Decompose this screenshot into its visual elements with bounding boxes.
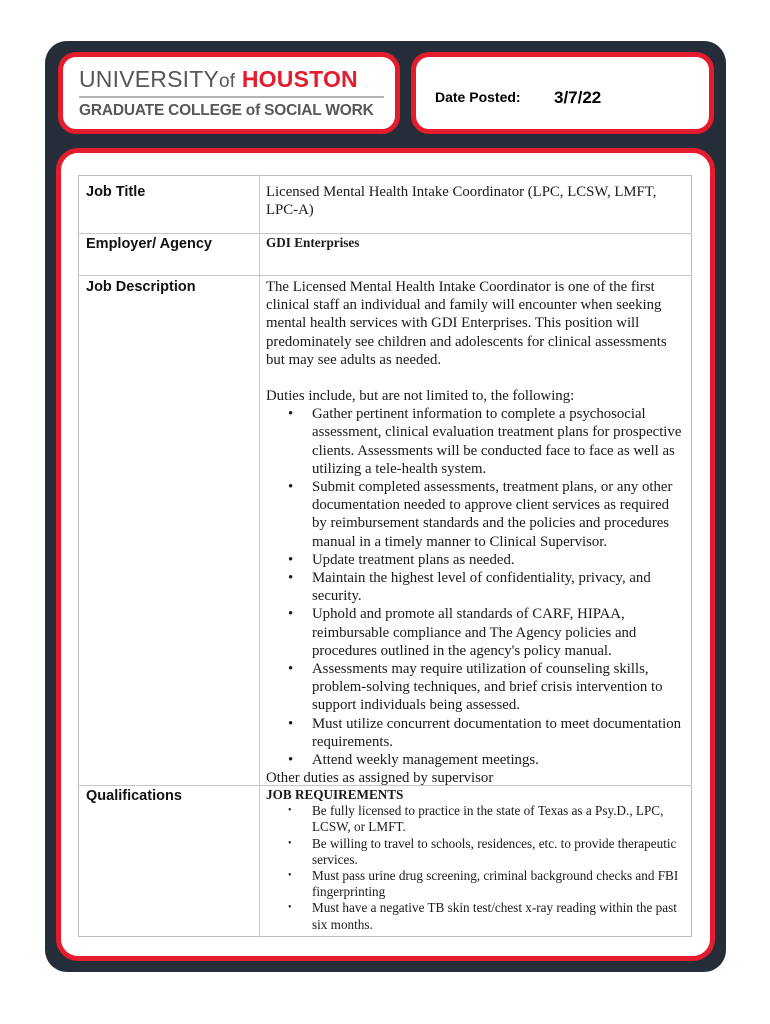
- duty-item: • Gather pertinent information to complete a psychosocial assessment, clinical evaluation treatment plans for prospective clients. Assessments will be conducted face to face as well as utilizing a tele-health system.: [312, 405, 686, 478]
- logo-of-text: of: [219, 71, 236, 92]
- duty-item: • Uphold and promote all standards of CARF, HIPAA, reimbursable compliance and The Agency policies and procedures outlined in the agency's policy manual.: [312, 605, 686, 660]
- qualifications-block: [266, 787, 686, 933]
- requirement-item: • Must have a negative TB skin test/chest x-ray reading within the past six months.: [312, 900, 686, 932]
- duty-item: • Update treatment plans as needed.: [312, 551, 686, 569]
- employer-label: Employer/ Agency: [86, 236, 212, 252]
- duty-item: • Attend weekly management meetings.: [312, 751, 686, 769]
- table-row-divider: [78, 233, 692, 234]
- job-description-label: Job Description: [86, 279, 196, 295]
- job-title-label: Job Title: [86, 184, 146, 200]
- description-intro: The Licensed Mental Health Intake Coordinator is one of the first clinical staff an individual and family will encounter when seeking mental health services with GDI Enterprises. This position will predominately see children and adolescents for clinical assessments but may see adults as needed.: [266, 279, 667, 368]
- table-column-divider: [259, 175, 260, 937]
- job-description-block: [266, 278, 686, 787]
- requirement-item: • Be willing to travel to schools, residences, etc. to provide therapeutic services.: [312, 836, 686, 868]
- duty-item: • Must utilize concurrent documentation to meet documentation requirements.: [312, 715, 686, 751]
- employer-value: GDI Enterprises: [266, 235, 360, 250]
- requirements-heading: JOB REQUIREMENTS: [266, 787, 404, 802]
- job-title-value: Licensed Mental Health Intake Coordinator (LPC, LCSW, LMFT, LPC-A): [266, 184, 657, 219]
- duties-intro: Duties include, but are not limited to, the following:: [266, 388, 575, 405]
- duty-item: • Maintain the highest level of confidentiality, privacy, and security.: [312, 569, 686, 605]
- date-posted-panel: [411, 52, 714, 134]
- requirements-list: [266, 803, 686, 933]
- logo-divider: [79, 96, 384, 98]
- qualifications-label: Qualifications: [86, 788, 182, 804]
- requirement-item: • Must pass urine drug screening, criminal background checks and FBI fingerprinting: [312, 868, 686, 900]
- logo-wordmark: [79, 66, 358, 95]
- date-posted-value: 3/7/22: [554, 88, 602, 107]
- university-logo: [58, 52, 400, 134]
- duty-item: • Submit completed assessments, treatment plans, or any other documentation needed to approve client services as required by reimbursement standards and the policies and procedures manual in a timely manner to Clinical Supervisor.: [312, 478, 686, 551]
- duties-list: [266, 405, 686, 769]
- duties-outro: Other duties as assigned by supervisor: [266, 770, 494, 787]
- duty-item: • Assessments may require utilization of counseling skills, problem-solving techniques, and brief crisis intervention to support individuals being assessed.: [312, 660, 686, 715]
- logo-university-text: UNIVERSITY: [79, 66, 220, 92]
- logo-college-text: GRADUATE COLLEGE of SOCIAL WORK: [79, 102, 374, 119]
- logo-houston-text: HOUSTON: [241, 66, 358, 92]
- date-posted-label: Date Posted:: [435, 89, 521, 105]
- table-row-divider: [78, 275, 692, 276]
- requirement-item: • Be fully licensed to practice in the state of Texas as a Psy.D., LPC, LCSW, or LMFT.: [312, 803, 686, 835]
